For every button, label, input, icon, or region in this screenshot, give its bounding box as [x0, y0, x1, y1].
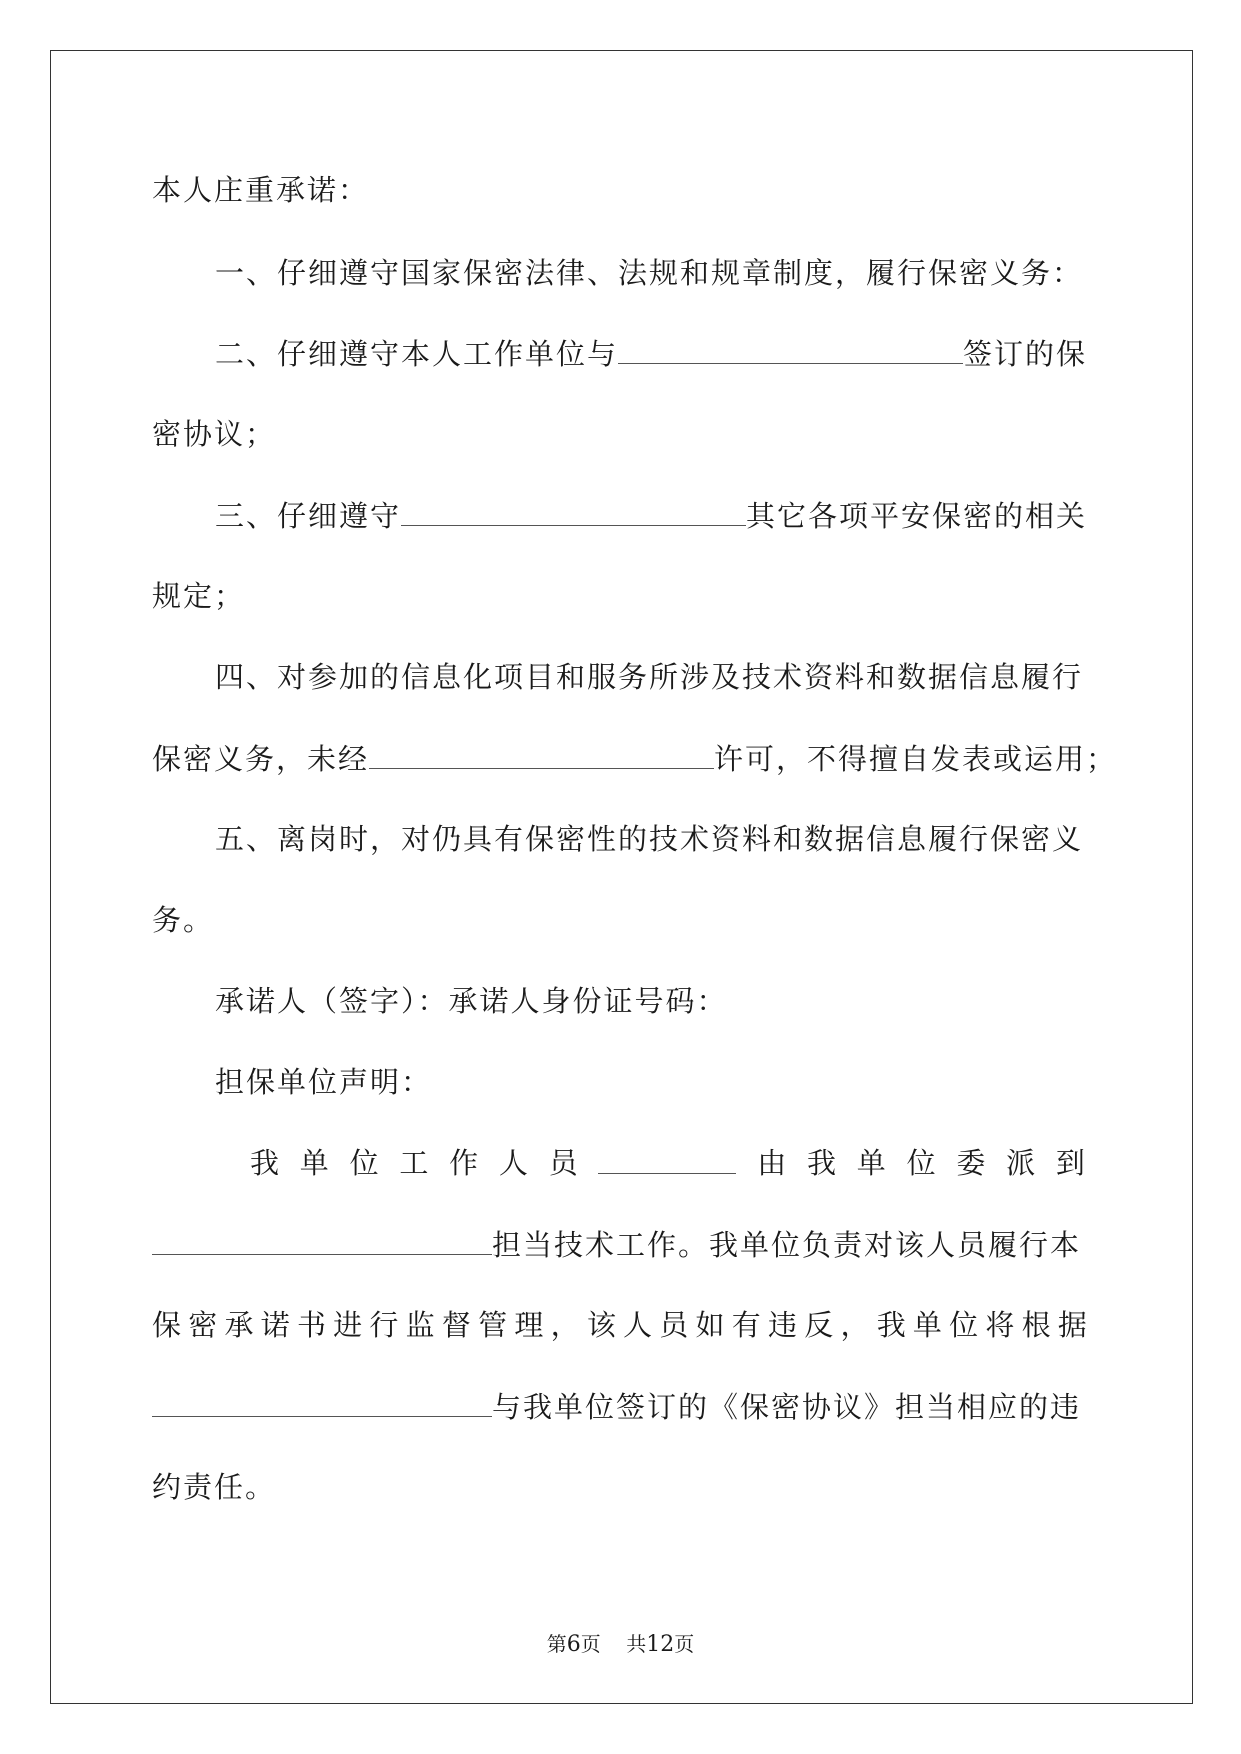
guarantor-word: 人 — [623, 1308, 653, 1342]
guarantor-heading: 担保单位声明： — [215, 1065, 433, 1099]
guarantor-line-4 — [152, 1386, 1081, 1427]
guarantor-word: 位 — [906, 1146, 936, 1180]
guarantor-word: 作 — [449, 1146, 479, 1180]
blank-field-5[interactable] — [152, 1224, 492, 1255]
guarantor-word: 位 — [949, 1308, 979, 1342]
guarantor-word: 到 — [1055, 1146, 1085, 1180]
guarantor-word: 员 — [548, 1146, 578, 1180]
item-one: 一、仔细遵守国家保密法律、法规和规章制度，履行保密义务： — [215, 256, 1084, 290]
page-footer — [0, 1628, 1241, 1657]
guarantor-word: 诺 — [260, 1308, 290, 1342]
total-pages: 12 — [646, 1632, 675, 1657]
guarantor-word: 如 — [695, 1308, 725, 1342]
guarantor-word: 员 — [659, 1308, 689, 1342]
guarantor-word: 人 — [498, 1146, 528, 1180]
guarantor-word: 工 — [399, 1146, 429, 1180]
total-prefix: 共 — [626, 1632, 647, 1656]
item-two-line-2: 密协议； — [152, 417, 277, 451]
guarantor-word: 管 — [478, 1308, 508, 1342]
item-four-line-1: 四、对参加的信息化项目和服务所涉及技术资料和数据信息履行 — [215, 660, 1084, 694]
guarantor-word: 违 — [767, 1308, 797, 1342]
guarantor-word: 由 — [757, 1146, 787, 1180]
item-five-line-1: 五、离岗时，对仍具有保密性的技术资料和数据信息履行保密义 — [215, 822, 1084, 856]
guarantor-text-4: 与我单位签订的《保密协议》担当相应的违 — [492, 1390, 1082, 1424]
item-three-text-a: 三、仔细遵守 — [215, 499, 402, 533]
guarantor-word: 我 — [807, 1146, 837, 1180]
guarantor-word: 单 — [299, 1146, 329, 1180]
guarantor-word: 反 — [804, 1308, 834, 1342]
guarantor-word: 派 — [1006, 1146, 1036, 1180]
page-border — [50, 50, 1193, 1704]
guarantor-word: 我 — [250, 1146, 280, 1180]
guarantor-word: 委 — [956, 1146, 986, 1180]
guarantor-word: 单 — [912, 1308, 942, 1342]
item-three-text-b: 其它各项平安保密的相关 — [746, 499, 1088, 533]
guarantor-line-1 — [250, 1143, 1085, 1183]
blank-field-1[interactable] — [618, 333, 963, 364]
item-three-line-1 — [215, 495, 1087, 536]
item-three-line-2: 规定； — [152, 579, 246, 613]
item-four-line-2 — [152, 738, 1117, 779]
guarantor-word: 督 — [441, 1308, 471, 1342]
guarantor-word: 据 — [1057, 1308, 1087, 1342]
page-number: 6 — [566, 1632, 581, 1657]
item-five-line-2: 务。 — [152, 903, 215, 937]
guarantor-word: 行 — [369, 1308, 399, 1342]
guarantor-word: 进 — [333, 1308, 363, 1342]
guarantor-line-3 — [152, 1305, 1087, 1345]
guarantor-word: 单 — [856, 1146, 886, 1180]
guarantor-word: 位 — [349, 1146, 379, 1180]
signature-line: 承诺人（签字）：承诺人身份证号码： — [215, 984, 728, 1018]
blank-field-2[interactable] — [401, 495, 746, 526]
item-two-text-a: 二、仔细遵守本人工作单位与 — [215, 337, 619, 371]
page-prefix: 第 — [546, 1632, 567, 1656]
guarantor-word: 理 — [514, 1308, 544, 1342]
guarantor-line-2 — [152, 1224, 1081, 1265]
guarantor-word: 密 — [188, 1308, 218, 1342]
item-four-text-b: 保密义务，未经 — [152, 742, 370, 776]
blank-field-3[interactable] — [369, 738, 714, 769]
blank-field-4[interactable] — [598, 1143, 736, 1174]
guarantor-word: 保 — [152, 1308, 182, 1342]
guarantor-word: ， — [550, 1308, 580, 1342]
guarantor-word: 监 — [405, 1308, 435, 1342]
guarantor-word: 承 — [224, 1308, 254, 1342]
item-two-line-1 — [215, 333, 1087, 374]
guarantor-text-2: 担当技术工作。我单位负责对该人员履行本 — [492, 1228, 1082, 1262]
guarantor-word: 根 — [1021, 1308, 1051, 1342]
guarantor-word: ， — [840, 1308, 870, 1342]
item-two-text-b: 签订的保 — [963, 337, 1088, 371]
page-suffix: 页 — [580, 1632, 601, 1656]
guarantor-word: 将 — [985, 1308, 1015, 1342]
intro-line: 本人庄重承诺： — [152, 173, 370, 207]
guarantor-word: 该 — [586, 1308, 616, 1342]
total-suffix: 页 — [674, 1632, 695, 1656]
guarantor-line-5: 约责任。 — [152, 1470, 277, 1504]
guarantor-word: 书 — [296, 1308, 326, 1342]
item-four-text-c: 许可，不得擅自发表或运用； — [714, 742, 1118, 776]
guarantor-word: 我 — [876, 1308, 906, 1342]
guarantor-word: 有 — [731, 1308, 761, 1342]
blank-field-6[interactable] — [152, 1386, 492, 1417]
